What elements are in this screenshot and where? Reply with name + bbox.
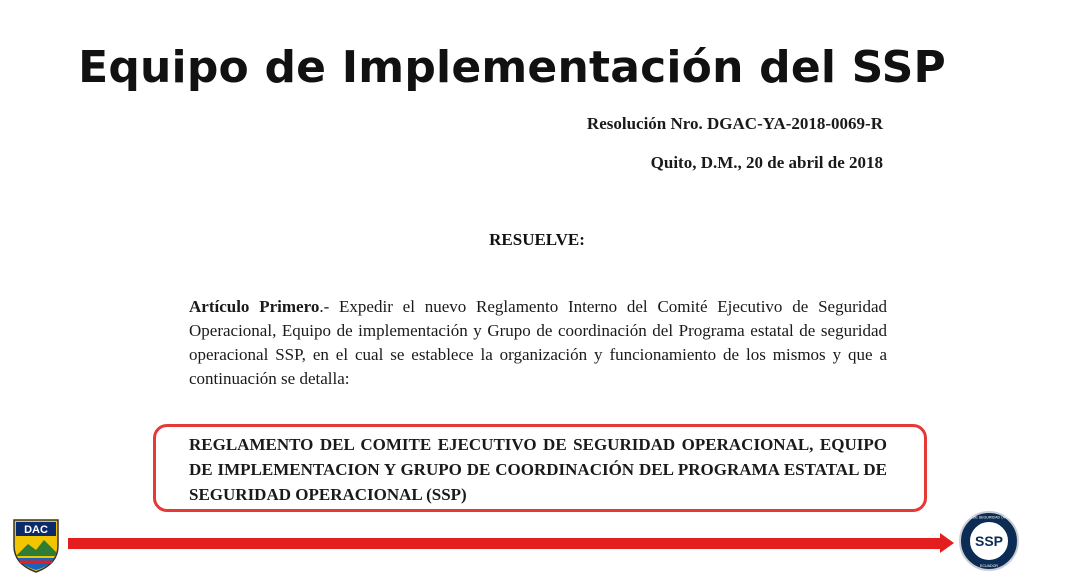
resolution-date: Quito, D.M., 20 de abril de 2018 (650, 153, 883, 172)
article-lead: Artículo Primero (189, 297, 320, 316)
ssp-bottom-text: ECUADOR (980, 564, 998, 568)
slide-title: Equipo de Implementación del SSP (78, 42, 946, 93)
ssp-logo (950, 510, 1028, 572)
ssp-ring-text: PROGRAMA DE SEGURIDAD OPERACIONAL (950, 515, 1028, 520)
reglamento-title: REGLAMENTO DEL COMITE EJECUTIVO DE SEGURIDAD OPERACIONAL, EQUIPO DE IMPLEMENTACION Y GRUPO DE COORDINACIÓN DEL PROGRAMA ESTATAL DE SEGURIDAD OPERACIONAL (SSP) (189, 435, 887, 504)
dac-logo-text: DAC (24, 524, 48, 536)
resuelve-heading: RESUELVE: (489, 230, 585, 249)
article-paragraph (189, 295, 887, 391)
footer-red-bar (68, 538, 946, 549)
resolution-number: Resolución Nro. DGAC-YA-2018-0069-R (586, 114, 883, 133)
footer-arrow-icon (940, 533, 954, 553)
ssp-logo-text: SSP (974, 533, 1004, 549)
article-body: .- Expedir el nuevo Reglamento Interno del Comité Ejecutivo de Seguridad Operacional, Equipo de implementación y Grupo de coordinación del Programa estatal de seguridad operacional SSP, en el cual se establece la organización y funcionamiento de los mismos y que a continuación se detalla: (189, 297, 887, 388)
dac-logo (10, 516, 62, 574)
